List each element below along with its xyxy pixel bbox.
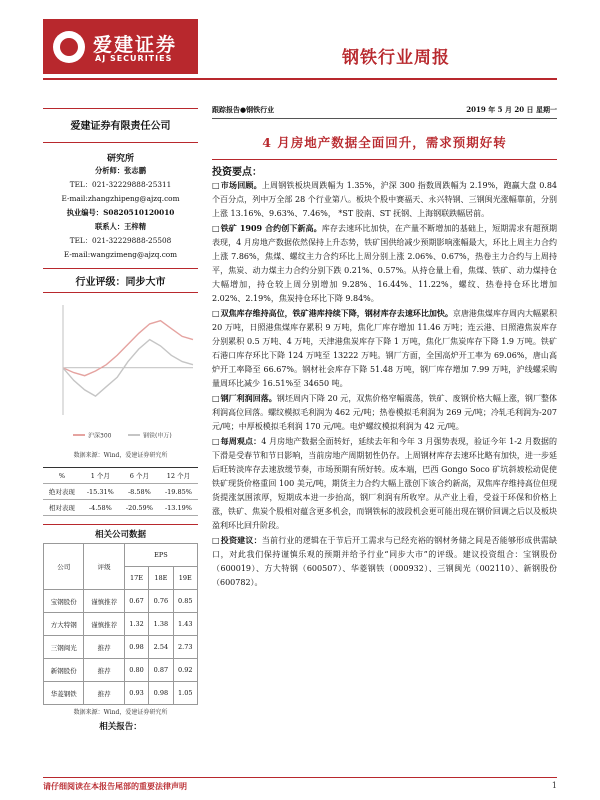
license-number: 执业编号：S0820510120010 [66, 208, 175, 217]
perf-cell: -20.59% [120, 500, 159, 516]
comp-cell: 推荐 [84, 636, 124, 659]
table-row [43, 484, 198, 500]
series-line-0 [63, 321, 193, 376]
header-divider [43, 78, 557, 80]
comp-cell: 2.54 [149, 636, 173, 659]
perf-cell: -4.58% [81, 500, 120, 516]
comp-header-rating: 评级 [84, 544, 124, 590]
perf-header-cell: 1 个月 [81, 468, 120, 484]
legend-label: 钢铁(申万) [143, 432, 172, 440]
comp-cell: 谨慎推荐 [84, 613, 124, 636]
eps-year-header: 18E [149, 567, 173, 590]
key-point-text: 钢坯周内下降 20 元，双焦价格窄幅震荡，铁矿、废钢价格大幅上涨，钢厂整体利润高位回落。螺纹模拟毛利润为 462 元/吨；热卷模拟毛利润为 269 元/吨；冷轧毛利润为-207 元/吨；中厚板模拟毛利润 170 元/吨。电炉螺纹模拟利润为 42 元/吨。 [212, 394, 558, 431]
analyst-tel: TEL：021-32229888-25311 [69, 180, 172, 189]
comp-cell: 0.76 [149, 590, 173, 613]
comp-cell: 0.98 [124, 636, 148, 659]
table-row [44, 590, 198, 613]
company-data-title: 相关公司数据 [43, 524, 198, 540]
page-footer [43, 777, 557, 791]
key-points-heading: 投资要点： [212, 167, 262, 178]
perf-header-cell: % [43, 468, 81, 484]
key-point-heading: □ 钢厂利润回落。 [212, 393, 277, 403]
comp-cell: 0.92 [173, 659, 197, 682]
company-data-source: 数据来源：Wind，爱建证券研究所 [73, 709, 168, 716]
perf-cell: -19.85% [159, 484, 198, 500]
comp-cell: 1.38 [149, 613, 173, 636]
comp-cell: 华菱钢铁 [44, 682, 84, 705]
analyst-info [43, 164, 198, 262]
comp-cell: 方大特钢 [44, 613, 84, 636]
key-point-heading: □ 铁矿 1909 合约创下新高。 [212, 223, 322, 233]
eps-year-header: 19E [173, 567, 197, 590]
comp-cell: 0.67 [124, 590, 148, 613]
key-points-body [212, 178, 557, 590]
performance-chart [43, 297, 198, 462]
chart-source: 数据来源：Wind，爱建证券研究所 [73, 452, 168, 459]
comp-header-eps: EPS [124, 544, 197, 567]
key-point-text: 京唐港焦煤库存周内大幅累积 20 万吨，日照港焦煤库存累积 9 万吨，焦化厂库存增加 11.46 万吨；连云港、日照港焦炭库存分别累积 0.5 万吨、4 万吨，天津港焦炭库存下降 1 万吨，焦化厂焦炭库存下降 1.9 万吨。铁矿石港口库存环比下降 124 万吨至 13222 万吨。钢厂方面，全国高炉开工率为 69.06%，唐山高炉开工率降至 66.67%。钢材社会库存下降 51.48 万吨，钢厂库存增加 7.99 万吨，沪线螺采购量周环比减少 16.51%至 34650 吨。 [212, 309, 558, 388]
sidebar [43, 108, 198, 732]
perf-cell: 相对表现 [43, 500, 81, 516]
comp-cell: 推荐 [84, 682, 124, 705]
comp-cell: 推荐 [84, 659, 124, 682]
main-content [212, 105, 557, 590]
perf-cell: -8.58% [120, 484, 159, 500]
related-reports-title: 相关报告： [99, 722, 142, 732]
comp-cell: 宝钢股份 [44, 590, 84, 613]
perf-header-cell: 6 个月 [120, 468, 159, 484]
comp-cell: 0.98 [149, 682, 173, 705]
comp-cell: 三钢闽光 [44, 636, 84, 659]
logo-mark-icon [53, 31, 85, 63]
chart-svg [43, 297, 198, 447]
legend-label: 沪深300 [88, 432, 112, 440]
report-type-title: 钢铁行业周报 [342, 48, 450, 68]
key-point-text: 当前行业的逻辑在于节后开工需求与已经充裕的钢材务储之间是否能够形成供需缺口，对此我们保持谨慎乐观的预期并给予行业“同步大市”的评级。建议投资组合：宝钢股份（600019）、方大特钢（600507）、华菱钢铁（000932）、三钢闽光（002110）、新钢股份（600782）。 [212, 536, 557, 587]
key-point-text: 4 月房地产数据全面转好，延续去年和今年 3 月强势表现，验证今年 1-2 月数据的下滑是受春节和节日影响，当前房地产周期韧性仍存。上周钢材库存去速环比略有加快，进一步延后旺转淡库存去速放缓节奏，市场预期有所好转。成本端，巴西 Gongo Soco 矿坑斜坡松动促使铁矿现货价格重回 100 美元/吨，期货主力合约大幅上涨创下该合约新高，双焦库存维持高位但现货提涨氛围浓厚，短期成本进一步抬高，钢厂利润有所收窄。从产业上看，受益于环保和价格上涨，铁矿、焦炭个股相对蕴含更多机会，而钢铁标的波段机会更可能出现在钢价回调之后以及板块盈利环比回升阶段。 [212, 437, 557, 530]
key-point-paragraph [212, 221, 557, 306]
table-row [44, 636, 198, 659]
report-meta [212, 105, 557, 119]
institute-name: 研究所 [106, 154, 134, 164]
comp-cell: 0.87 [149, 659, 173, 682]
table-row [44, 659, 198, 682]
company-name: 爱建证券有限责任公司 [43, 108, 198, 143]
key-point-paragraph [212, 391, 557, 434]
contact-name: 联系人：王梓精 [94, 222, 147, 231]
analyst-name: 分析师：张志鹏 [94, 166, 147, 175]
comp-cell: 2.73 [173, 636, 197, 659]
key-point-heading: □ 市场回顾。 [212, 180, 262, 190]
key-point-paragraph [212, 533, 557, 590]
table-row [44, 613, 198, 636]
contact-tel: TEL：021-32229888-25508 [69, 236, 172, 245]
comp-cell: 0.80 [124, 659, 148, 682]
table-row [44, 682, 198, 705]
key-point-heading: □ 每周观点： [212, 436, 261, 446]
footer-disclaimer: 请仔细阅读在本报告尾部的重要法律声明 [43, 782, 187, 791]
key-point-text: 上周钢铁板块周跌幅为 1.35%，沪深 300 指数周跌幅为 2.19%，跑赢大盘 0.84 个百分点，列中万全部 28 个行业第八。板块个股中赛福天、永兴特钢、三钢闽光涨幅靠前，分别上涨 13.16%、9.63%、7.46%， *ST 胶南、ST 抚钢、上海钢联跌幅居前。 [212, 181, 558, 218]
key-point-paragraph [212, 434, 557, 533]
comp-cell: 1.43 [173, 613, 197, 636]
contact-email: E-mail:wangzimeng@ajzq.com [63, 250, 178, 259]
perf-cell: -15.31% [81, 484, 120, 500]
comp-cell: 0.93 [124, 682, 148, 705]
doc-type: 跟踪报告●钢铁行业 [212, 105, 275, 114]
key-point-heading: □ 投资建议： [212, 535, 262, 545]
perf-cell: -13.19% [159, 500, 198, 516]
company-data-table [43, 543, 198, 705]
eps-year-header: 17E [124, 567, 148, 590]
perf-cell: 绝对表现 [43, 484, 81, 500]
comp-cell: 1.05 [173, 682, 197, 705]
comp-cell: 谨慎推荐 [84, 590, 124, 613]
industry-rating: 行业评级：同步大市 [43, 268, 198, 293]
key-point-text: 库存去速环比加快，在产量不断增加的基础上，短期需求有超预期表现，4 月房地产数据依然保持上升态势，铁矿国供给减少预期影响涨幅最大，环比上周主力合约上涨 7.86%，焦煤、螺纹主力合约环比上周分别上涨 2.06%、0.67%，热卷主力合约与上周持平，焦炭、动力煤主力合约分别下跌 0.21%、0.57%。从持仓量上看，焦煤、铁矿、动力煤持仓大幅增加，持仓较上周分别增加 9.28%、16.44%、11.22%，螺纹、热卷持仓环比增加 2.02%、2.19%，焦炭持仓环比下降 9.84%。 [212, 224, 558, 303]
company-logo [43, 19, 198, 74]
performance-table [43, 467, 198, 516]
comp-cell: 1.32 [124, 613, 148, 636]
key-point-paragraph [212, 178, 557, 221]
key-point-paragraph [212, 306, 557, 391]
page-number: 1 [551, 781, 557, 790]
key-point-heading: □ 双焦库存维持高位，铁矿港库持续下降，钢材库存去速环比加快。 [212, 308, 453, 318]
perf-header-cell: 12 个月 [159, 468, 198, 484]
comp-cell: 新钢股份 [44, 659, 84, 682]
analyst-email: E-mail:zhangzhipeng@ajzq.com [61, 194, 180, 203]
logo-name-en: AJ SECURITIES [95, 54, 173, 63]
comp-cell: 0.85 [173, 590, 197, 613]
title-divider [212, 159, 557, 160]
report-date: 2019 年 5 月 20 日 星期一 [466, 105, 557, 114]
comp-header-company: 公司 [44, 544, 84, 590]
logo-name-cn: 爱建证券 [93, 34, 178, 56]
report-title: 4 月房地产数据全面回升，需求预期好转 [262, 135, 507, 150]
table-row [43, 500, 198, 516]
